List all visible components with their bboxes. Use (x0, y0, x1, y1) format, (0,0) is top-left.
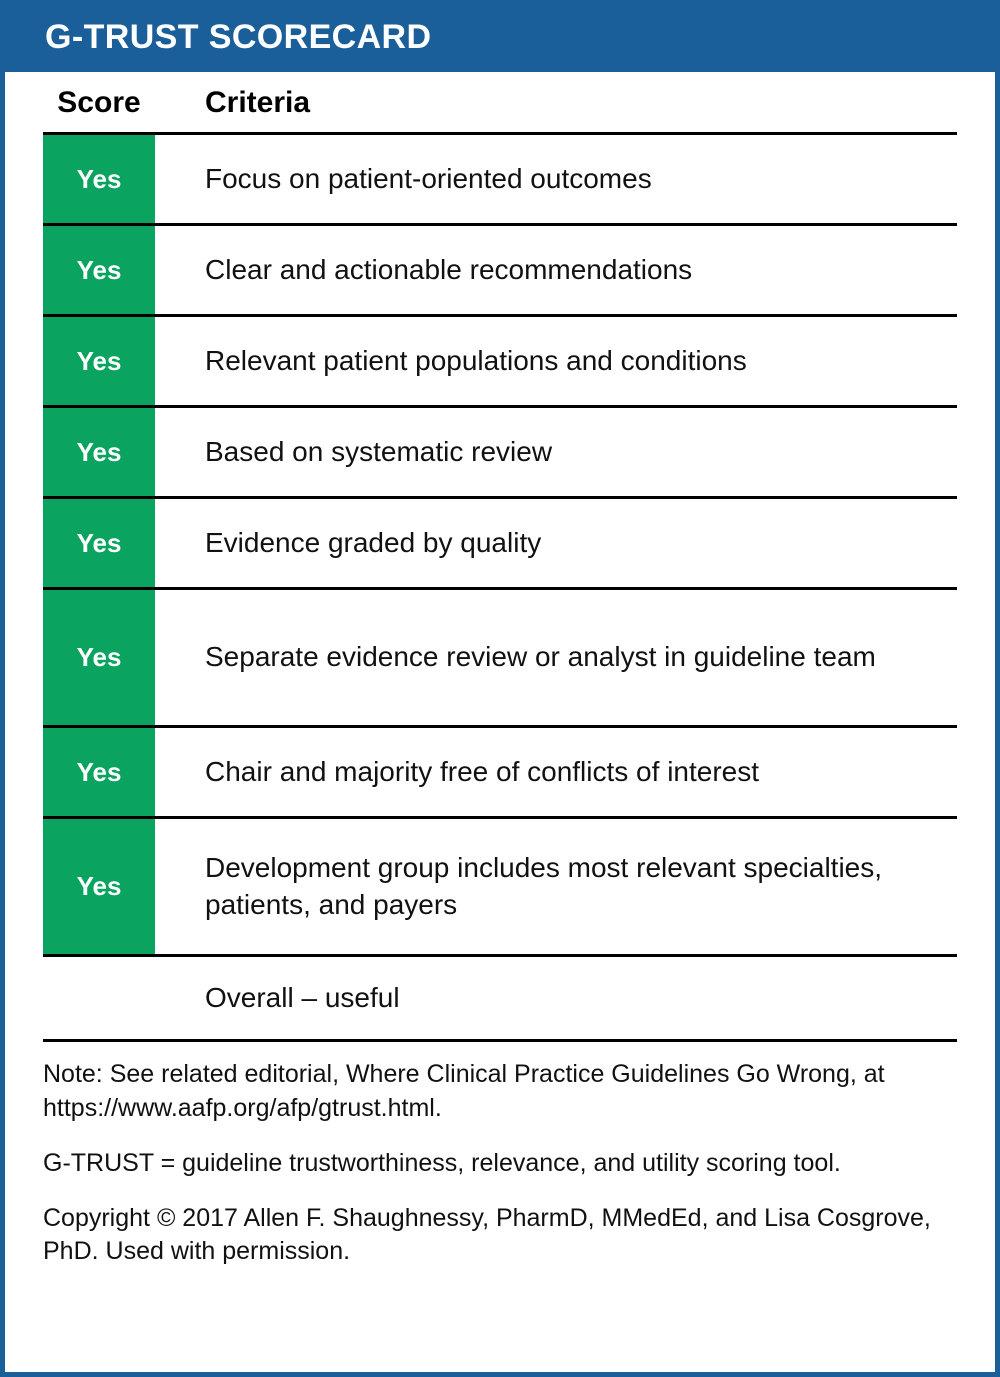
table-row (43, 499, 957, 590)
footnote-abbreviation: G-TRUST = guideline trustworthiness, relevance, and utility scoring tool. (43, 1148, 841, 1177)
table-row (43, 317, 957, 408)
criteria-text: Clear and actionable recommendations (205, 253, 693, 285)
column-header-criteria: Criteria (205, 86, 311, 120)
footnote-copyright: Copyright © 2017 Allen F. Shaughnessy, PharmD, MMedEd, and Lisa Cosgrove, PhD. Used with permission. (43, 1204, 931, 1266)
criteria-text: Chair and majority free of conflicts of interest (205, 755, 760, 787)
table-row (43, 408, 957, 499)
table-row (43, 135, 957, 226)
table-row (43, 819, 957, 957)
card-title: G-TRUST SCORECARD (5, 5, 995, 72)
overall-label: Overall – useful (205, 981, 400, 1013)
table-column-headers (43, 86, 957, 132)
score-badge: Yes (43, 317, 155, 405)
score-badge: Yes (43, 135, 155, 223)
scorecard-rows (43, 132, 957, 1042)
overall-score-cell (43, 957, 155, 1039)
column-header-score: Score (57, 86, 141, 120)
score-badge: Yes (43, 499, 155, 587)
score-badge: Yes (43, 226, 155, 314)
score-badge: Yes (43, 408, 155, 496)
score-badge: Yes (43, 728, 155, 816)
criteria-text: Relevant patient populations and conditions (205, 344, 747, 376)
score-badge: Yes (43, 819, 155, 954)
criteria-text: Based on systematic review (205, 435, 553, 467)
table-row-overall (43, 957, 957, 1042)
card-body (5, 72, 995, 1372)
criteria-text: Separate evidence review or analyst in guideline team (205, 641, 876, 673)
table-row (43, 590, 957, 728)
criteria-text: Development group includes most relevant specialties, patients, and payers (205, 851, 883, 920)
table-row (43, 226, 957, 317)
criteria-text: Evidence graded by quality (205, 526, 542, 558)
criteria-text: Focus on patient-oriented outcomes (205, 162, 652, 194)
table-row (43, 728, 957, 819)
footnote-related-editorial: Note: See related editorial, Where Clinical Practice Guidelines Go Wrong, at https://www.aafp.org/afp/gtrust.html. (43, 1060, 885, 1122)
score-badge: Yes (43, 590, 155, 725)
footnotes (43, 1042, 957, 1268)
